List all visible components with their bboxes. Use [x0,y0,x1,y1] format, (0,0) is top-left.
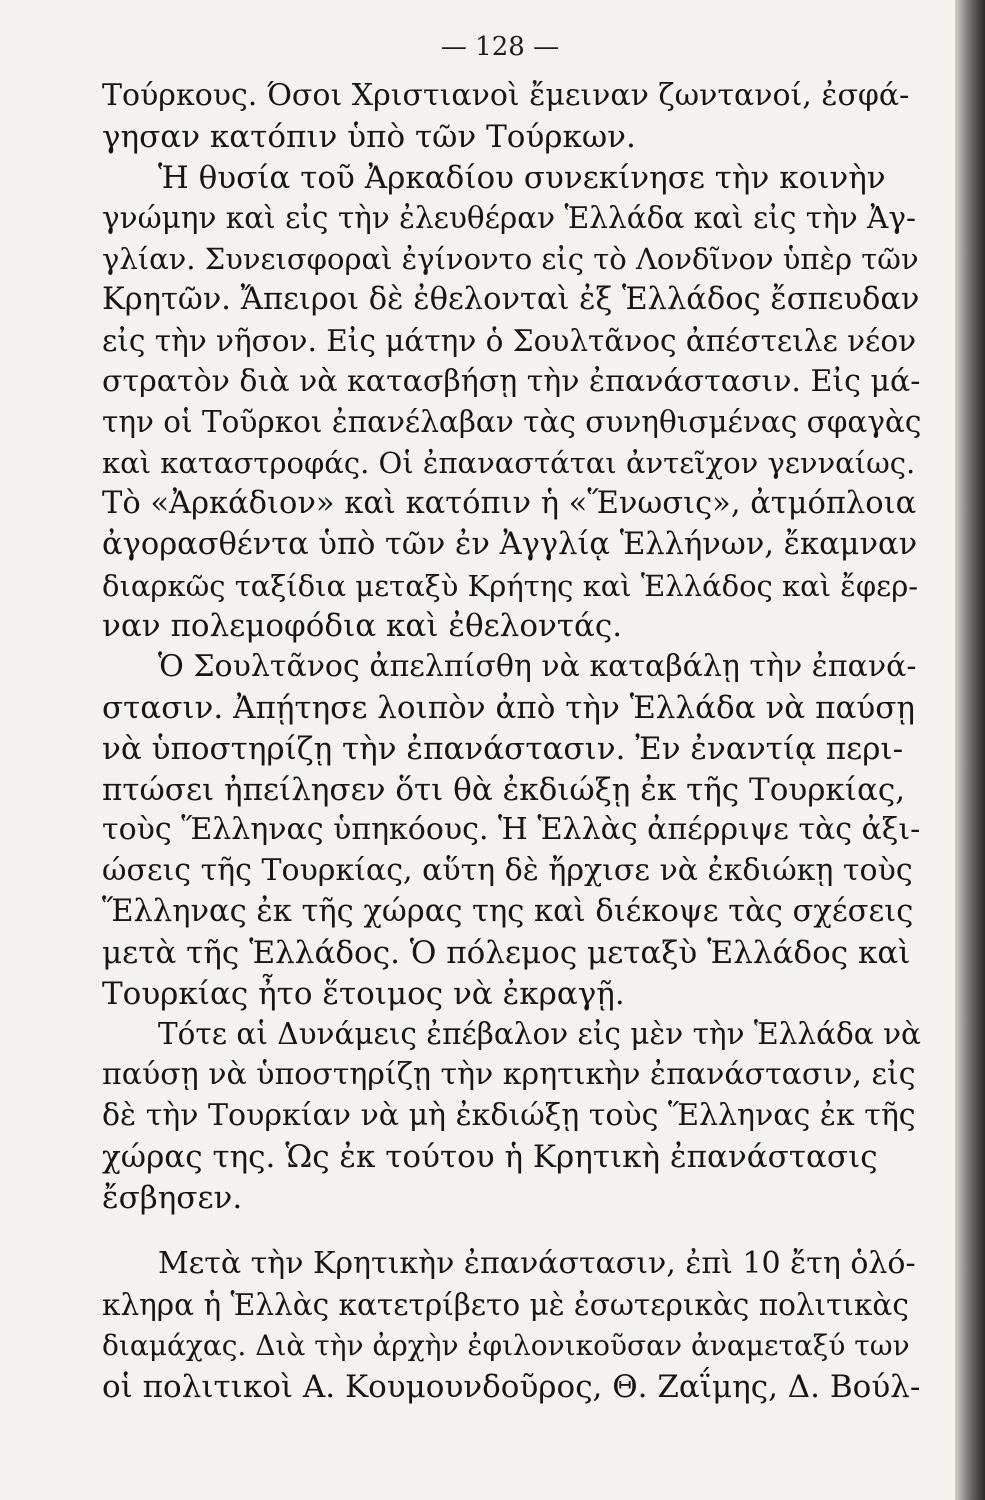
text-line: κληρα ἡ Ἑλλὰς κατετρίβετο μὲ ἐσωτερικὰς πολιτικὰς [102,1288,909,1323]
text-line: γησαν κατόπιν ὑπὸ τῶν Τούρκων. [102,118,636,155]
page-number: — 128 — [440,32,560,62]
text-line: ώσεις τῆς Τουρκίας, αὕτη δὲ ἤρχισε νὰ ἐκδιώκῃ τοὺς [102,853,913,889]
text-line: ναν πολεμοφόδια καὶ ἐθελοντάς. [102,608,623,645]
text-line: μετὰ τῆς Ἑλλάδος. Ὁ πόλεμος μεταξὺ Ἑλλάδος καὶ [102,934,911,971]
text-line: διαρκῶς ταξίδια μεταξὺ Κρήτης καὶ Ἑλλάδος καὶ ἔφερ- [102,568,919,603]
text-line: στρατὸν διὰ νὰ κατασβήσῃ τὴν ἐπανάστασιν. Εἰς μά- [102,363,921,399]
text-line: νὰ ὑποστηρίζῃ τὴν ἐπανάστασιν. Ἐν ἐναντίᾳ περι- [102,730,904,767]
text-line: χώρας της. Ὡς ἐκ τούτου ἡ Κρητικὴ ἐπανάστασις [102,1138,878,1175]
text-line: ἔσβησεν. [102,1179,243,1216]
text-line: παύσῃ νὰ ὑποστηρίζῃ τὴν κρητικὴν ἐπανάστασιν, εἰς [102,1057,916,1093]
text-line: γνώμην καὶ εἰς τὴν ἐλευθέραν Ἑλλάδα καὶ εἰς τὴν Ἀγ- [102,201,916,236]
body-text [102,76,922,1408]
text-line: πτώσει ἠπείλησεν ὅτι θὰ ἐκδιώξῃ ἐκ τῆς Τουρκίας, [102,771,906,808]
text-line: Κρητῶν. Ἄπειροι δὲ ἐθελονταὶ ἐξ Ἑλλάδος ἔσπευδαν [102,281,920,317]
text-line: στασιν. Ἀπῄτησε λοιπὸν ἀπὸ τὴν Ἑλλάδα νὰ παύσῃ [102,689,915,726]
text-line: καὶ καταστροφάς. Οἱ ἐπαναστάται ἀντεῖχον γενναίως. [102,446,916,481]
text-line: Μετὰ τὴν Κρητικὴν ἐπανάστασιν, ἐπὶ 10 ἔτη ὁλό- [158,1246,916,1282]
page-edge-shadow [955,0,985,1500]
text-line: Ἡ θυσία τοῦ Ἀρκαδίου συνεκίνησε τὴν κοινὴν [158,159,886,196]
text-line: Ὁ Σουλτᾶνος ἀπελπίσθη νὰ καταβάλῃ τὴν ἐπανά- [158,649,917,685]
text-line: δὲ τὴν Τουρκίαν νὰ μὴ ἐκδιώξῃ τοὺς Ἕλληνας ἐκ τῆς [102,1097,916,1133]
text-line: Τότε αἱ Δυνάμεις ἐπέβαλον εἰς μὲν τὴν Ἑλλάδα νὰ [158,1017,921,1052]
text-line: Ἕλληνας ἐκ τῆς χώρας της καὶ διέκοψε τὰς σχέσεις [102,893,914,929]
text-line: τοὺς Ἕλληνας ὑπηκόους. Ἡ Ἑλλὰς ἀπέρριψε τὰς ἀξι- [102,812,921,848]
text-line: γλίαν. Συνεισφοραὶ ἐγίνοντο εἰς τὸ Λονδῖνον ὑπὲρ τῶν [102,242,919,277]
text-line: Τὸ «Ἀρκάδιον» καὶ κατόπιν ἡ «Ἕνωσις», ἀτμόπλοια [102,485,917,521]
text-line: διαμάχας. Διὰ τὴν ἀρχὴν ἐφιλονικοῦσαν ἀναμεταξύ των [102,1328,910,1362]
text-line: οἱ πολιτικοὶ Α. Κουμουνδοῦρος, Θ. Ζαΐμης, Δ. Βούλ- [102,1368,921,1405]
text-line: την οἱ Τοῦρκοι ἐπανέλαβαν τὰς συνηθισμένας σφαγὰς [102,405,922,440]
text-line: Τουρκίας ἦτο ἕτοιμος νὰ ἐκραγῇ. [102,975,625,1012]
text-line: εἰς τὴν νῆσον. Εἰς μάτην ὁ Σουλτᾶνος ἀπέστειλε νέον [102,323,917,358]
text-line: Τούρκους. Όσοι Χριστιανοὶ ἔμειναν ζωντανοί, ἐσφά- [102,78,910,113]
text-line: ἀγορασθέντα ὑπὸ τῶν ἐν Ἀγγλίᾳ Ἑλλήνων, ἔκαμναν [102,526,918,562]
